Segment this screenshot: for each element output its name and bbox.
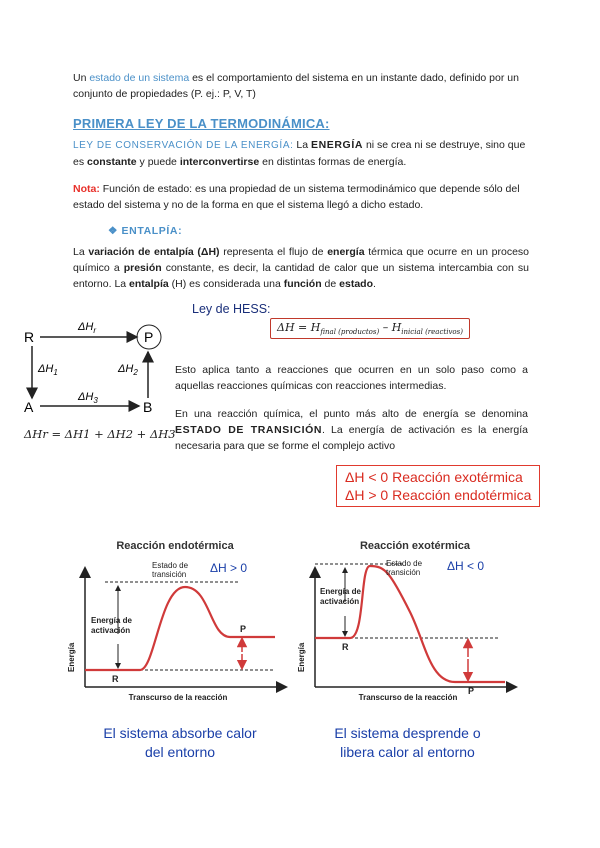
label-dh3 xyxy=(77,391,98,405)
endo-title: Reacción endotérmica xyxy=(116,540,234,552)
bold-text: presión xyxy=(123,262,162,274)
label-dhr xyxy=(77,321,96,335)
bold-text: entalpía xyxy=(129,278,169,290)
node-r: R xyxy=(24,329,35,345)
entalpia-heading xyxy=(108,225,182,237)
formula-sub: final (productos) xyxy=(320,328,380,337)
caption-line: El sistema desprende o xyxy=(334,725,481,741)
label: activación xyxy=(91,626,131,635)
intro-text: es el comportamiento del sistema en un instante dado, definido por un conjunto de propiedades (P. ej.: P, V, T) xyxy=(73,72,519,100)
text: ni se crea ni se destruye, sino que es xyxy=(73,139,526,168)
label: transición xyxy=(386,568,421,577)
bold-text: estado xyxy=(339,278,373,290)
sign-convention-box xyxy=(336,465,540,507)
constante-bold: constante xyxy=(87,156,137,168)
estado-transicion-bold: ESTADO DE TRANSICIÓN xyxy=(175,424,323,436)
label-sub: 2 xyxy=(133,368,138,377)
node-b: B xyxy=(143,399,153,415)
label: Energía de xyxy=(320,587,361,596)
endothermic-chart xyxy=(60,532,290,707)
estado-link[interactable]: estado de un sistema xyxy=(89,72,190,84)
nota-paragraph xyxy=(73,181,529,213)
interconvertirse-bold: interconvertirse xyxy=(179,156,260,168)
exo-y-label: Energía xyxy=(297,642,306,672)
text: en distintas formas de energía. xyxy=(259,156,407,168)
exothermic-sign: ΔH < 0 Reacción exotérmica xyxy=(345,469,523,485)
diamond-bullet-icon: ❖ xyxy=(108,225,119,237)
exo-activation-label xyxy=(320,587,361,606)
label: Estado de xyxy=(386,559,423,568)
exo-energy-curve xyxy=(315,566,505,682)
label: transición xyxy=(152,570,187,579)
hess-paragraph-2 xyxy=(175,406,528,454)
node-a: A xyxy=(24,399,34,415)
hess-cycle-diagram xyxy=(20,312,180,442)
endo-caption xyxy=(80,724,280,762)
energia-bold: ENERGÍA xyxy=(310,139,364,151)
endo-x-label: Transcurso de la reacción xyxy=(128,693,228,702)
label: Energía de xyxy=(91,616,132,625)
hess-paragraph-1: Esto aplica tanto a reacciones que ocurren en un solo paso como a aquellas reacciones químicas con reacciones intermedias. xyxy=(175,364,528,392)
caption-line: El sistema absorbe calor xyxy=(103,725,257,741)
bold-text: función xyxy=(283,278,322,290)
formula-part: ΔH = H xyxy=(277,321,321,334)
text: representa el flujo de xyxy=(219,246,328,258)
conservation-paragraph xyxy=(73,137,529,170)
text: y puede xyxy=(136,156,180,168)
node-p: P xyxy=(144,329,154,345)
exo-x-label: Transcurso de la reacción xyxy=(358,693,458,702)
exo-product-label: P xyxy=(468,686,475,696)
text: de xyxy=(321,278,340,290)
bold-text: variación de entalpía (ΔH) xyxy=(88,246,220,258)
endo-activation-label xyxy=(91,616,132,635)
exo-title: Reacción exotérmica xyxy=(359,540,471,552)
label: ΔH xyxy=(78,391,94,403)
caption-line: libera calor al entorno xyxy=(340,744,475,760)
hess-formula xyxy=(270,318,470,339)
endo-dh-label: ΔH > 0 xyxy=(210,561,248,575)
label-sub: 3 xyxy=(93,396,98,405)
entalpia-title: ENTALPÍA: xyxy=(121,225,183,237)
label: ΔH xyxy=(78,321,94,333)
section-subtitle: LEY DE CONSERVACIÓN DE LA ENERGÍA: xyxy=(73,140,294,151)
bold-text: energía xyxy=(327,246,365,258)
exothermic-chart xyxy=(290,532,520,707)
nota-text: Función de estado: es una propiedad de un sistema termodinámico que depende sólo del estado del sistema y no de la forma en que el sistema llegó a dicho estado. xyxy=(73,183,520,211)
formula-sub: inicial (reactivos) xyxy=(401,328,463,337)
label: ΔH xyxy=(118,363,134,375)
endothermic-sign: ΔH > 0 Reacción endotérmica xyxy=(345,487,532,503)
label-dh2 xyxy=(117,363,138,377)
exo-caption xyxy=(305,724,510,762)
text: La xyxy=(73,246,89,258)
exo-transition-label xyxy=(386,559,423,577)
caption-line: del entorno xyxy=(144,744,216,760)
endo-product-label: P xyxy=(240,624,247,634)
label: Estado de xyxy=(152,561,189,570)
text: En una reacción química, el punto más alto de energía se denomina xyxy=(175,408,528,420)
label-sub: 1 xyxy=(53,368,58,377)
exo-reactant-label: R xyxy=(342,642,349,652)
text: (H) es considerada una xyxy=(168,278,284,290)
formula-part: – H xyxy=(379,321,402,334)
hess-title: Ley de HESS: xyxy=(192,302,271,316)
text: . xyxy=(373,278,376,290)
label-dh1 xyxy=(37,363,58,377)
label: ΔH xyxy=(38,363,54,375)
hess-sum-equation: ΔHr = ΔH1 + ΔH2 + ΔH3 xyxy=(24,427,176,441)
text: . La energía de activación es la energía necesaria para que se forme el complejo activo xyxy=(175,424,529,452)
nota-label: Nota: xyxy=(73,183,100,195)
label: activación xyxy=(320,597,360,606)
section-title: PRIMERA LEY DE LA TERMODINÁMICA: xyxy=(73,116,330,131)
endo-y-label: Energía xyxy=(67,642,76,672)
endo-reactant-label: R xyxy=(112,674,119,684)
intro-paragraph xyxy=(73,70,528,102)
label-sub: r xyxy=(93,326,96,335)
exo-dh-label: ΔH < 0 xyxy=(447,559,485,573)
text: constante, es decir, la cantidad de calor que un sistema intercambia con su entorno. La xyxy=(73,262,529,290)
endo-transition-label xyxy=(152,561,189,579)
text: térmica que ocurre en un proceso químico a xyxy=(73,246,529,274)
entalpia-paragraph xyxy=(73,244,529,292)
intro-text: Un xyxy=(73,72,90,84)
text: La xyxy=(293,139,311,151)
